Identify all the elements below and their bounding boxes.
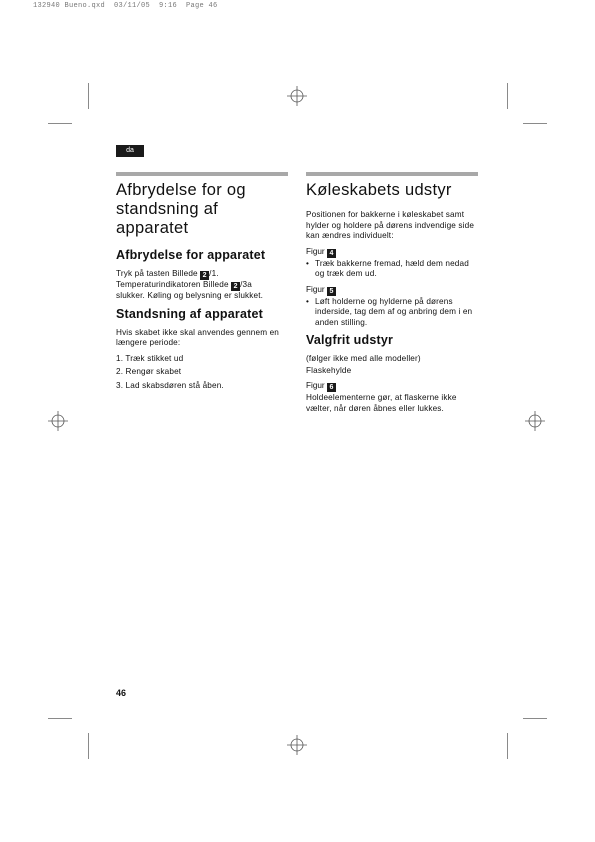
crop-mark-bottom-right-horizontal: [523, 718, 547, 719]
crop-mark-top-left-vertical: [88, 83, 89, 109]
optional-item: Flaskehylde: [306, 365, 352, 375]
shutdown-steps: [116, 354, 288, 392]
switch-off-text-part2: /1.: [209, 269, 219, 278]
bullet-mark: •: [306, 258, 310, 268]
step-item: 3. Lad skabsdøren stå åben.: [116, 380, 224, 390]
heading-switch-off: Afbrydelse for apparatet: [116, 248, 266, 262]
crop-mark-bottom-left-horizontal: [48, 718, 72, 719]
registration-mark-top: [287, 86, 307, 106]
bullet-holders: [306, 297, 478, 329]
equipment-intro: Positionen for bakkerne i køleskabet samt hylder og holdere på dørens indvendige side kan ændres individuelt:: [306, 210, 475, 240]
file-slug: 132940 Bueno.qxd 03/11/05 9:16 Page 46: [33, 2, 218, 10]
bottle-holder-text: Holdeelementerne gør, at flaskerne ikke vælter, når døren åbnes eller lukkes.: [306, 393, 457, 413]
page-number: 46: [116, 688, 127, 698]
figure-5-ref: [306, 285, 478, 296]
step-item: 1. Træk stikket ud: [116, 353, 184, 363]
figure-4-ref: [306, 247, 478, 258]
figure-6-ref: [306, 381, 478, 392]
figure-2-badge: 2: [200, 271, 209, 280]
section-rule-left: [116, 172, 288, 176]
crop-mark-bottom-right-vertical: [507, 733, 508, 759]
switch-off-text-part3: Temperaturindikatoren Billede: [116, 280, 232, 289]
figure-label: Figur: [306, 284, 325, 294]
left-column: [116, 172, 288, 394]
section-rule-right: [306, 172, 478, 176]
switch-off-text-part4: /3a: [240, 280, 252, 289]
registration-mark-left: [48, 411, 68, 431]
registration-mark-bottom: [287, 735, 307, 755]
optional-note: (følger ikke med alle modeller): [306, 354, 421, 363]
switch-off-text-part5: slukker. Køling og belysning er slukket.: [116, 291, 264, 300]
crop-mark-top-right-vertical: [507, 83, 508, 109]
bullet-trays: [306, 259, 478, 280]
bullet-holders-text: Løft holderne og hylderne på dørens inderside, tag dem af og anbring dem i en anden stilling.: [315, 296, 473, 327]
figure-4-badge: 4: [327, 249, 336, 258]
switch-off-text: [116, 269, 288, 302]
figure-label: Figur: [306, 381, 325, 390]
language-tag: da: [116, 145, 144, 157]
left-title: Afbrydelse for og standsning af apparatet: [116, 181, 246, 237]
bullet-mark: •: [306, 296, 310, 306]
figure-6-badge: 6: [327, 383, 336, 392]
crop-mark-top-right-horizontal: [523, 123, 547, 124]
figure-5-badge: 5: [327, 287, 336, 296]
crop-mark-bottom-left-vertical: [88, 733, 89, 759]
switch-off-text-part1: Tryk på tasten Billede: [116, 269, 201, 278]
right-title: Køleskabets udstyr: [306, 181, 452, 199]
shutdown-intro: Hvis skabet ikke skal anvendes gennem en længere periode:: [116, 327, 280, 347]
registration-mark-right: [525, 411, 545, 431]
step-item: 2. Rengør skabet: [116, 367, 182, 376]
right-column: [306, 172, 478, 419]
bullet-trays-text: Træk bakkerne fremad, hæld dem nedad og træk dem ud.: [315, 258, 469, 278]
crop-mark-top-left-horizontal: [48, 123, 72, 124]
figure-2-badge-second: 2: [231, 282, 240, 291]
figure-label: Figur: [306, 246, 325, 256]
heading-shutdown: Standsning af apparatet: [116, 306, 263, 321]
heading-optional: Valgfrit udstyr: [306, 333, 394, 347]
